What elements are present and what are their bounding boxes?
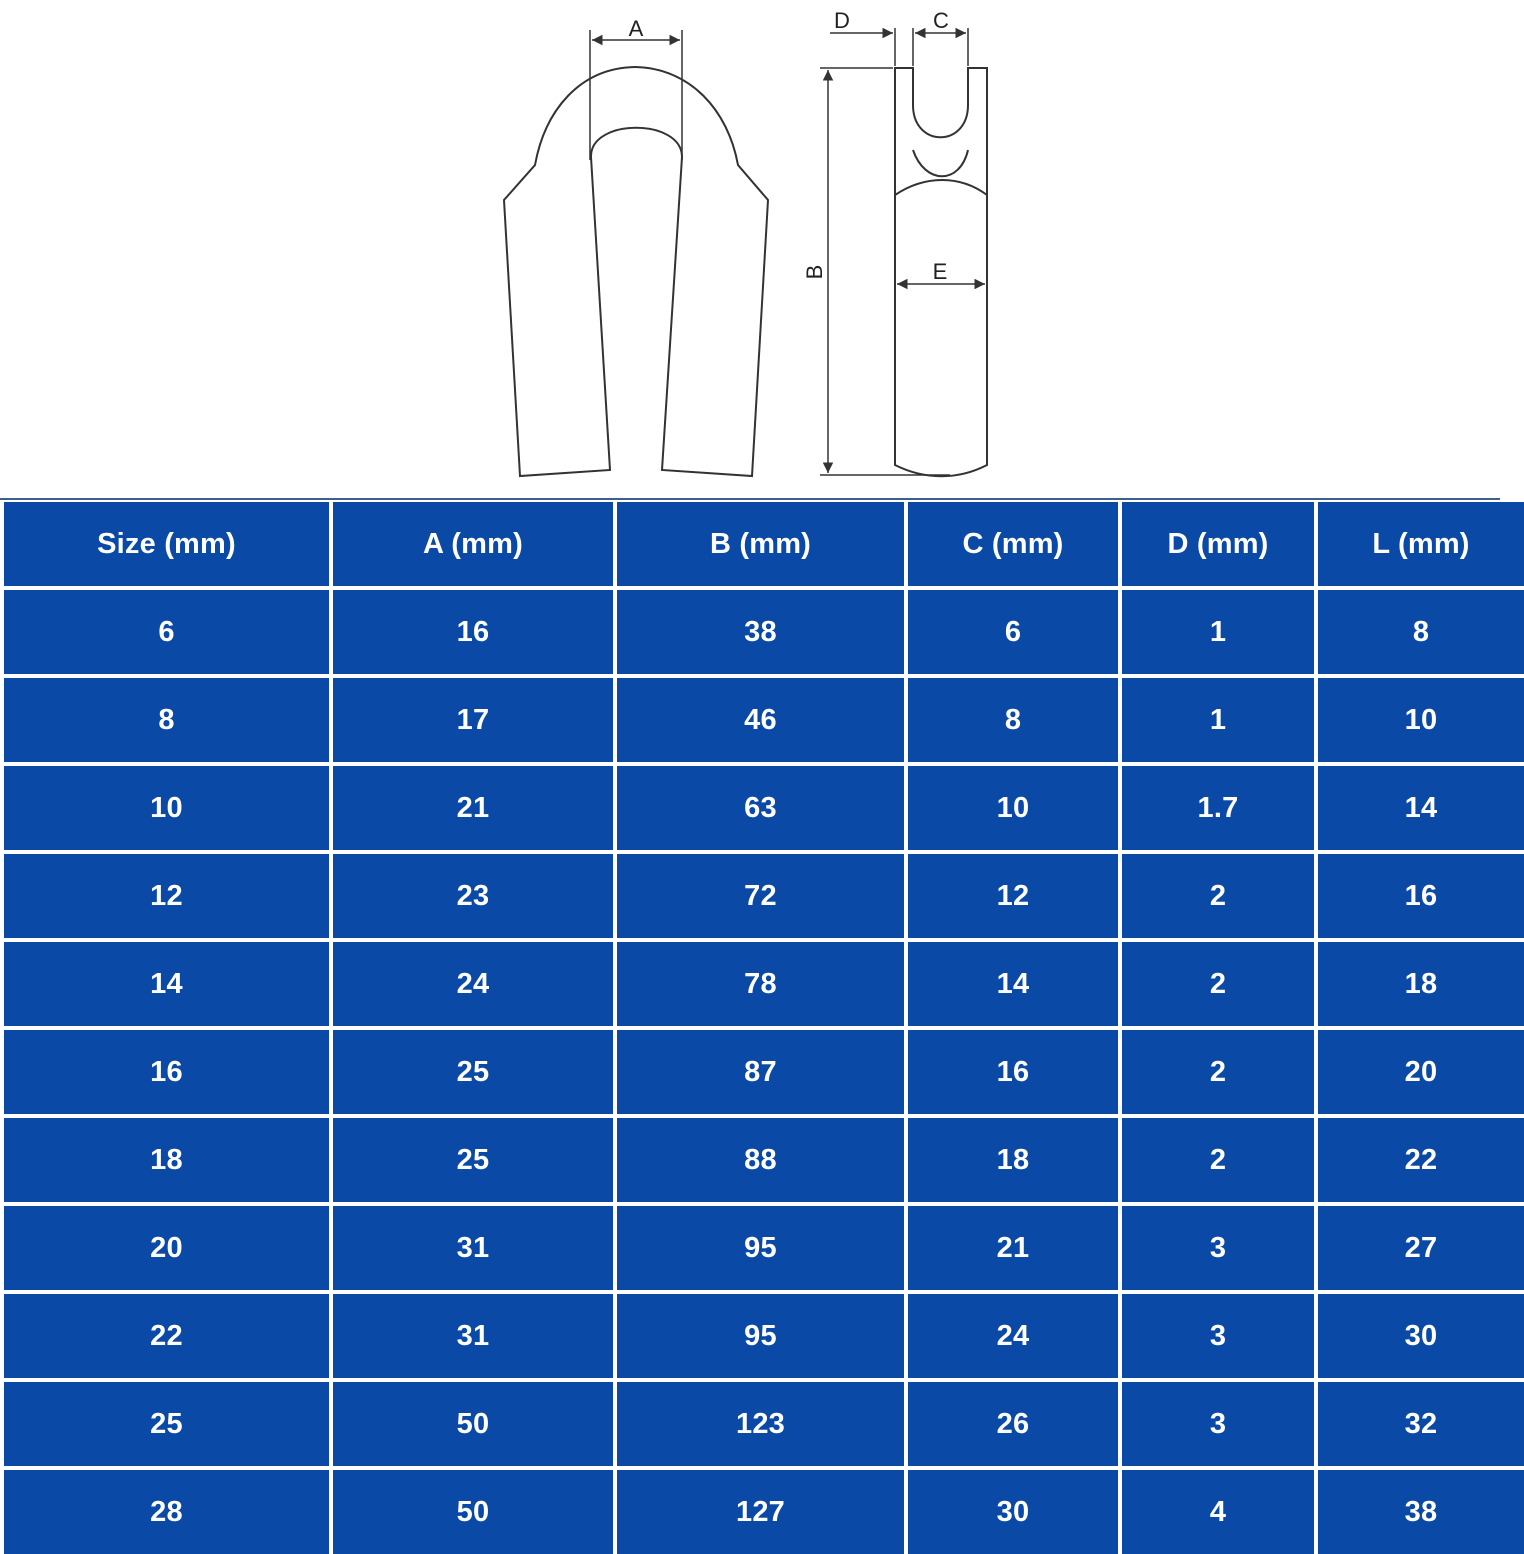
table-cell: 21 xyxy=(908,1206,1118,1290)
dimension-c xyxy=(915,28,968,66)
table-cell: 2 xyxy=(1122,1030,1314,1114)
table-cell: 2 xyxy=(1122,1118,1314,1202)
table-cell: 25 xyxy=(4,1382,329,1466)
table-cell: 46 xyxy=(617,678,904,762)
label-e: E xyxy=(932,259,948,284)
table-cell: 95 xyxy=(617,1206,904,1290)
size-spec-table xyxy=(0,502,1500,1528)
table-cell: 4 xyxy=(1122,1470,1314,1554)
table-cell: 8 xyxy=(908,678,1118,762)
table-cell: 22 xyxy=(1318,1118,1524,1202)
label-b: B xyxy=(802,264,827,280)
table-cell: 16 xyxy=(333,590,613,674)
table-cell: 95 xyxy=(617,1294,904,1378)
table-cell: 72 xyxy=(617,854,904,938)
table-cell: 63 xyxy=(617,766,904,850)
table-cell: 3 xyxy=(1122,1382,1314,1466)
header-l: L (mm) xyxy=(1318,502,1524,586)
header-size: Size (mm) xyxy=(4,502,329,586)
table-cell: 10 xyxy=(1318,678,1524,762)
table-cell: 3 xyxy=(1122,1206,1314,1290)
table-cell: 14 xyxy=(4,942,329,1026)
table-cell: 30 xyxy=(1318,1294,1524,1378)
table-cell: 38 xyxy=(617,590,904,674)
label-a: A xyxy=(628,16,644,41)
table-cell: 24 xyxy=(333,942,613,1026)
table-cell: 50 xyxy=(333,1382,613,1466)
table-cell: 78 xyxy=(617,942,904,1026)
table-cell: 14 xyxy=(908,942,1118,1026)
table-cell: 87 xyxy=(617,1030,904,1114)
table-cell: 18 xyxy=(4,1118,329,1202)
dimension-a xyxy=(590,30,682,160)
table-cell: 21 xyxy=(333,766,613,850)
table-cell: 127 xyxy=(617,1470,904,1554)
table-cell: 17 xyxy=(333,678,613,762)
header-d: D (mm) xyxy=(1122,502,1314,586)
table-cell: 16 xyxy=(1318,854,1524,938)
table-cell: 25 xyxy=(333,1030,613,1114)
table-cell: 20 xyxy=(1318,1030,1524,1114)
table-cell: 14 xyxy=(1318,766,1524,850)
header-a: A (mm) xyxy=(333,502,613,586)
table-cell: 25 xyxy=(333,1118,613,1202)
table-cell: 20 xyxy=(4,1206,329,1290)
table-cell: 31 xyxy=(333,1294,613,1378)
table-cell: 2 xyxy=(1122,854,1314,938)
table-cell: 8 xyxy=(4,678,329,762)
table-cell: 12 xyxy=(4,854,329,938)
table-cell: 23 xyxy=(333,854,613,938)
table-cell: 27 xyxy=(1318,1206,1524,1290)
dimension-d xyxy=(830,28,913,66)
table-cell: 1.7 xyxy=(1122,766,1314,850)
table-cell: 2 xyxy=(1122,942,1314,1026)
table-cell: 30 xyxy=(908,1470,1118,1554)
table-cell: 26 xyxy=(908,1382,1118,1466)
section-divider xyxy=(0,498,1500,500)
table-cell: 50 xyxy=(333,1470,613,1554)
table-cell: 10 xyxy=(4,766,329,850)
table-cell: 123 xyxy=(617,1382,904,1466)
table-cell: 6 xyxy=(4,590,329,674)
table-cell: 1 xyxy=(1122,590,1314,674)
header-b: B (mm) xyxy=(617,502,904,586)
table-cell: 88 xyxy=(617,1118,904,1202)
table-cell: 32 xyxy=(1318,1382,1524,1466)
table-cell: 1 xyxy=(1122,678,1314,762)
table-cell: 3 xyxy=(1122,1294,1314,1378)
table-cell: 16 xyxy=(4,1030,329,1114)
table-cell: 10 xyxy=(908,766,1118,850)
table-cell: 24 xyxy=(908,1294,1118,1378)
table-cell: 31 xyxy=(333,1206,613,1290)
label-d: D xyxy=(834,8,850,33)
table-cell: 28 xyxy=(4,1470,329,1554)
thimble-front-view xyxy=(504,67,768,476)
table-cell: 18 xyxy=(908,1118,1118,1202)
table-cell: 38 xyxy=(1318,1470,1524,1554)
table-cell: 6 xyxy=(908,590,1118,674)
table-cell: 22 xyxy=(4,1294,329,1378)
header-c: C (mm) xyxy=(908,502,1118,586)
dimension-b xyxy=(820,68,950,475)
table-cell: 18 xyxy=(1318,942,1524,1026)
thimble-diagram xyxy=(0,0,1500,500)
label-c: C xyxy=(933,8,949,33)
table-cell: 16 xyxy=(908,1030,1118,1114)
table-cell: 12 xyxy=(908,854,1118,938)
table-cell: 8 xyxy=(1318,590,1524,674)
